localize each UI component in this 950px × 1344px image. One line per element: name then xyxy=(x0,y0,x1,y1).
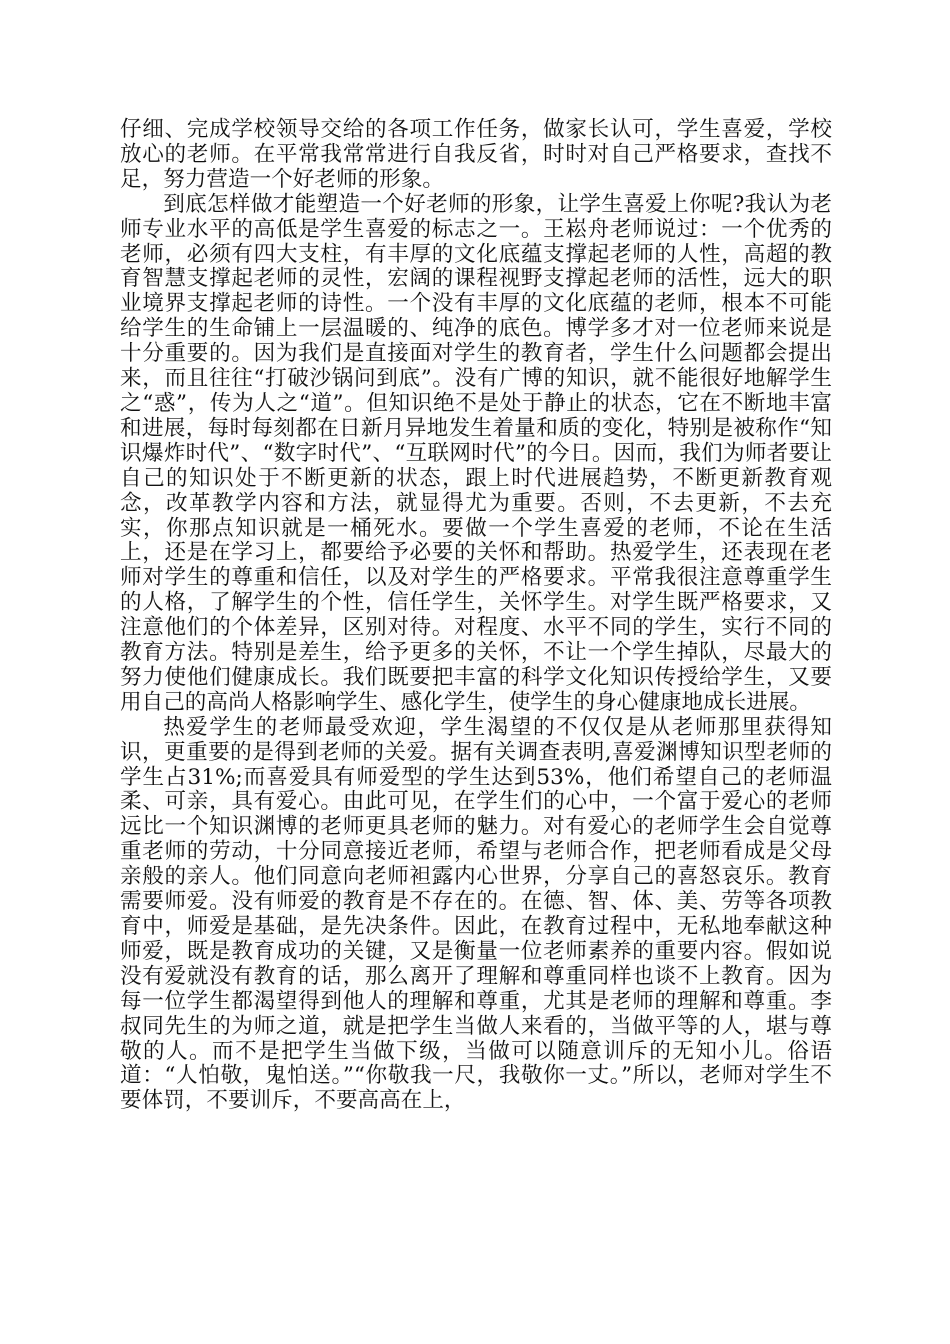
paragraph-2: 到底怎样做才能塑造一个好老师的形象，让学生喜爱上你呢?我认为老师专业水平的高低是学生喜爱的标志之一。王崧舟老师说过：一个优秀的老师，必须有四大支柱，有丰厚的文化底蕴支撑起老师的人性，高超的教育智慧支撑起老师的灵性，宏阔的课程视野支撑起老师的活性，远大的职业境界支撑起老师的诗性。一个没有丰厚的文化底蕴的老师，根本不可能给学生的生命铺上一层温暖的、纯净的底色。博学多才对一位老师来说是十分重要的。因为我们是直接面对学生的教育者，学生什么问题都会提出来，而且往往“打破沙锅问到底”。没有广博的知识，就不能很好地解学生之“惑”，传为人之“道”。但知识绝不是处于静止的状态，它在不断地丰富和进展，每时每刻都在日新月异地发生着量和质的变化，特别是被称作“知识爆炸时代”、“数字时代”、“互联网时代”的今日。因而，我们为师者要让自己的知识处于不断更新的状态，跟上时代进展趋势，不断更新教育观念，改革教学内容和方法，就显得尤为重要。否则，不去更新，不去充实，你那点知识就是一桶死水。要做一个学生喜爱的老师，不论在生活上，还是在学习上，都要给予必要的关怀和帮助。热爱学生，还表现在老师对学生的尊重和信任，以及对学生的严格要求。平常我很注意尊重学生的人格，了解学生的个性，信任学生，关怀学生。对学生既严格要求，又注意他们的个体差异，区别对待。对程度、水平不同的学生，实行不同的教育方法。特别是差生，给予更多的关怀，不让一个学生掉队，尽最大的努力使他们健康成长。我们既要把丰富的科学文化知识传授给学生，又要用自己的高尚人格影响学生、感化学生，使学生的身心健康地成长进展。 xyxy=(120,191,832,715)
paragraph-3: 热爱学生的老师最受欢迎，学生渴望的不仅仅是从老师那里获得知识，更重要的是得到老师的关爱。据有关调查表明,喜爱渊博知识型老师的学生占31%;而喜爱具有师爱型的学生达到53%，他们希望自己的老师温柔、可亲，具有爱心。由此可见，在学生们的心中，一个富于爱心的老师远比一个知识渊博的老师更具老师的魅力。对有爱心的老师学生会自觉尊重老师的劳动，十分同意接近老师，希望与老师合作，把老师看成是父母亲般的亲人。他们同意向老师袒露内心世界，分享自己的喜怒哀乐。教育需要师爱。没有师爱的教育是不存在的。在德、智、体、美、劳等各项教育中，师爱是基础，是先决条件。因此，在教育过程中，无私地奉献这种师爱，既是教育成功的关键，又是衡量一位老师素养的重要内容。假如说没有爱就没有教育的话，那么离开了理解和尊重同样也谈不上教育。因为每一位学生都渴望得到他人的理解和尊重，尤其是老师的理解和尊重。李叔同先生的为师之道，就是把学生当做人来看的，当做平等的人，堪与尊敬的人。而不是把学生当做下级，当做可以随意训斥的无知小儿。俗语道：“人怕敬，鬼怕送。”“你敬我一尺，我敬你一丈。”所以，老师对学生不要体罚，不要训斥，不要高高在上， xyxy=(120,714,832,1114)
document-page xyxy=(120,118,832,1114)
paragraph-1: 仔细、完成学校领导交给的各项工作任务，做家长认可，学生喜爱，学校放心的老师。在平常我常常进行自我反省，时时对自己严格要求，查找不足，努力营造一个好老师的形象。 xyxy=(120,117,832,192)
